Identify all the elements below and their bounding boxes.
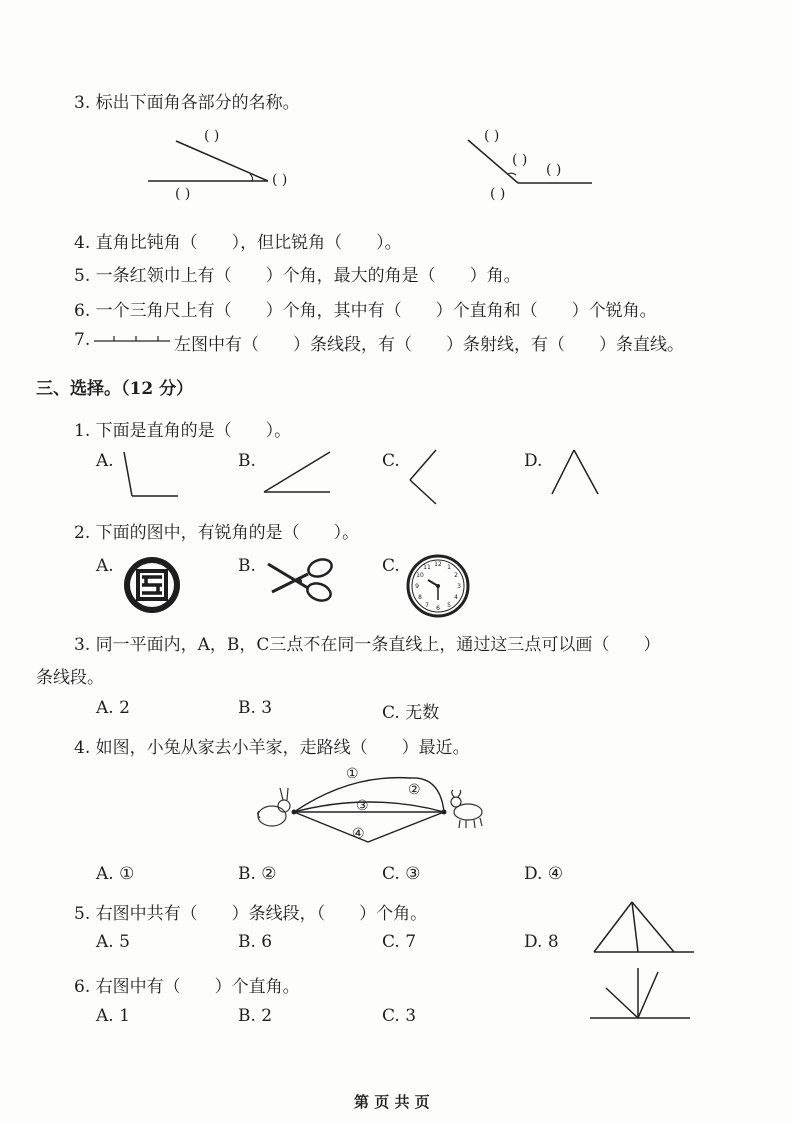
svg-text:1: 1 xyxy=(447,564,451,571)
option-c-label: C. xyxy=(382,556,400,576)
option-a-label: A. xyxy=(96,451,114,471)
q3-2-text: 2. 下面的图中，有锐角的是（ ）。 xyxy=(74,523,360,543)
blank-paren: ( ) xyxy=(490,186,506,202)
route-map-figure xyxy=(250,764,500,854)
route-label-4: ④ xyxy=(352,826,365,842)
option-c: C. 7 xyxy=(382,932,417,952)
option-a: A. 2 xyxy=(96,698,130,718)
route-label-3: ③ xyxy=(356,798,369,814)
blank-paren: ( ) xyxy=(204,128,220,144)
page-footer: 第 页 共 页 xyxy=(354,1093,430,1111)
blank-paren: ( ) xyxy=(484,128,500,144)
route-2 xyxy=(294,802,444,812)
q3-6-text: 6. 右图中有（ ）个直角。 xyxy=(74,977,300,997)
option-a-label: A. xyxy=(96,556,114,576)
triangle-figure xyxy=(592,898,702,958)
angle-option-b xyxy=(260,446,340,506)
option-d: D. 8 xyxy=(524,932,559,952)
option-a: A. 1 xyxy=(96,1006,130,1026)
q5-text: 5. 一条红领巾上有（ ）个角，最大的角是（ ）角。 xyxy=(74,266,521,286)
q3-text: 3. 标出下面角各部分的名称。 xyxy=(74,93,300,113)
option-b-label: B. xyxy=(238,556,256,576)
angle-figure-1 xyxy=(140,130,340,210)
q7-number: 7. xyxy=(74,330,91,350)
q3-1-text: 1. 下面是直角的是（ ）。 xyxy=(74,421,292,441)
q6-text: 6. 一个三角尺上有（ ）个角，其中有（ ）个直角和（ ）个锐角。 xyxy=(74,301,657,321)
coin-logo-icon xyxy=(120,554,184,618)
svg-text:2: 2 xyxy=(454,572,458,579)
route-label-1: ① xyxy=(346,766,359,782)
svg-text:9: 9 xyxy=(415,583,419,590)
option-b: B. ② xyxy=(238,864,277,884)
route-label-2: ② xyxy=(408,782,421,798)
option-b: B. 6 xyxy=(238,932,273,952)
q3-3-text-line1: 3. 同一平面内，A，B，C三点不在同一条直线上，通过这三点可以画（ ） xyxy=(74,635,661,655)
option-b: B. 3 xyxy=(238,698,273,718)
svg-text:4: 4 xyxy=(454,594,458,601)
option-c: C. 3 xyxy=(382,1006,417,1026)
blank-paren: ( ) xyxy=(512,152,528,168)
goat-icon xyxy=(451,790,482,828)
angle-option-d xyxy=(548,444,608,504)
option-d-label: D. xyxy=(524,451,543,471)
svg-text:12: 12 xyxy=(434,561,442,568)
scissors-icon xyxy=(262,550,342,610)
blank-paren: ( ) xyxy=(175,186,191,202)
rabbit-icon xyxy=(258,788,290,826)
q7-text: 左图中有（ ）条线段，有（ ）条射线，有（ ）条直线。 xyxy=(174,335,684,355)
option-b-label: B. xyxy=(238,451,256,471)
route-4 xyxy=(294,812,444,842)
option-b: B. 2 xyxy=(238,1006,273,1026)
q4-text: 4. 直角比钝角（ ），但比锐角（ ）。 xyxy=(74,233,402,253)
svg-text:5: 5 xyxy=(447,602,451,609)
option-a: A. 5 xyxy=(96,932,130,952)
line-segments-figure xyxy=(94,330,174,350)
option-a: A. ① xyxy=(96,864,135,884)
angle-option-c xyxy=(404,446,454,516)
q3-3-text-line2: 条线段。 xyxy=(36,668,104,688)
option-c-label: C. xyxy=(382,451,400,471)
blank-paren: ( ) xyxy=(272,172,288,188)
svg-text:11: 11 xyxy=(423,564,431,571)
option-c: C. 无数 xyxy=(382,703,440,723)
rays-figure xyxy=(588,966,698,1026)
svg-text:3: 3 xyxy=(457,583,461,590)
q3-4-text: 4. 如图，小兔从家去小羊家，走路线（ ）最近。 xyxy=(74,738,470,758)
section3-title: 三、选择。（12 分） xyxy=(36,379,194,399)
option-d: D. ④ xyxy=(524,864,564,884)
svg-text:6: 6 xyxy=(436,605,440,612)
angle-option-a xyxy=(120,448,190,508)
blank-paren: ( ) xyxy=(546,162,562,178)
svg-text:7: 7 xyxy=(425,602,429,609)
clock-icon xyxy=(404,552,472,620)
svg-text:10: 10 xyxy=(416,572,424,579)
option-c: C. ③ xyxy=(382,864,421,884)
q3-5-text: 5. 右图中共有（ ）条线段，（ ）个角。 xyxy=(74,904,428,924)
svg-text:8: 8 xyxy=(418,594,422,601)
